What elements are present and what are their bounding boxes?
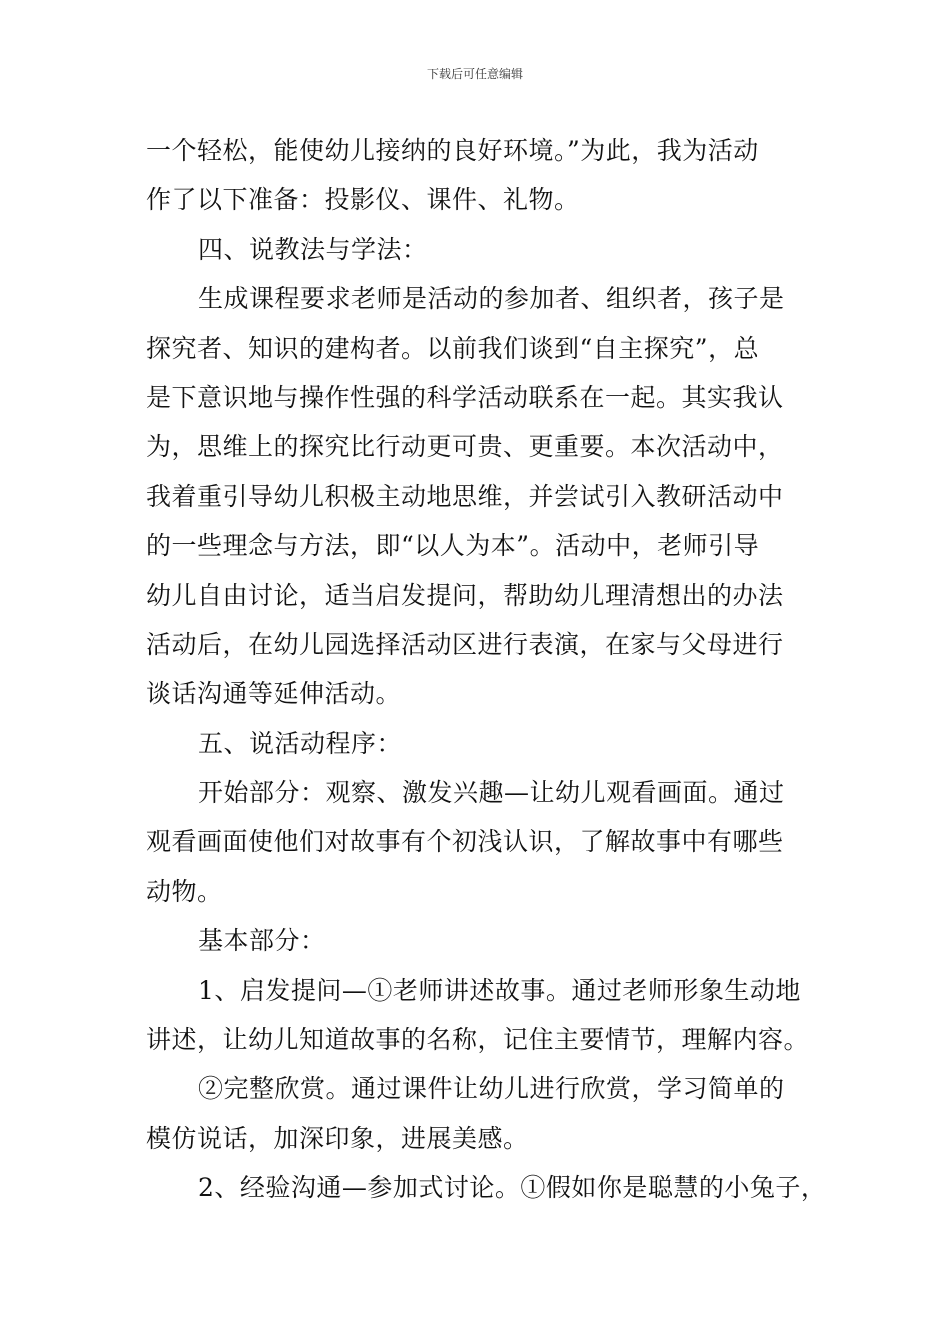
section-heading: 基本部分： — [198, 926, 326, 956]
text-line: 一个轻松，能使幼儿接纳的良好环境。”为此，我为活动 — [146, 136, 759, 165]
text-line: ②完整欣赏。通过课件让幼儿进行欣赏，学习简单的 — [198, 1074, 785, 1104]
text-line: 作了以下准备：投影仪、课件、礼物。 — [146, 185, 580, 215]
text-line: 的一些理念与方法，即“以人为本”。活动中，老师引导 — [146, 531, 760, 561]
text-line: 动物。 — [146, 876, 223, 906]
text-line: 是下意识地与操作性强的科学活动联系在一起。其实我认 — [146, 382, 784, 412]
text-line: 幼儿自由讨论，适当启发提问，帮助幼儿理清想出的办法 — [146, 580, 784, 610]
text-line: 观看画面使他们对故事有个初浅认识，了解故事中有哪些 — [146, 827, 784, 857]
section-heading: 五、说活动程序： — [198, 728, 403, 758]
text-line: 讲述，让幼儿知道故事的名称，记住主要情节，理解内容。 — [146, 1025, 810, 1055]
page-header: 下载后可任意编辑 — [426, 67, 523, 81]
text-line: 生成课程要求老师是活动的参加者、组织者，孩子是 — [198, 284, 785, 314]
text-line: 活动后，在幼儿园选择活动区进行表演，在家与父母进行 — [146, 629, 784, 659]
text-line: 为，思维上的探究比行动更可贵、更重要。本次活动中， — [146, 432, 784, 462]
text-line: 谈话沟通等延伸活动。 — [146, 679, 402, 709]
section-heading: 四、说教法与学法： — [198, 234, 428, 264]
document-body — [146, 126, 826, 1213]
text-line: 我着重引导幼儿积极主动地思维，并尝试引入教研活动中 — [146, 481, 784, 511]
text-line: 1、启发提问—①老师讲述故事。通过老师形象生动地 — [198, 975, 801, 1005]
text-line: 模仿说话，加深印象，进展美感。 — [146, 1123, 529, 1153]
text-line: 开始部分：观察、激发兴趣—让幼儿观看画面。通过 — [198, 778, 785, 808]
text-line: 探究者、知识的建构者。以前我们谈到“自主探究”，总 — [146, 333, 760, 363]
text-line: 2、经验沟通—参加式讨论。①假如你是聪慧的小兔子， — [198, 1173, 827, 1203]
